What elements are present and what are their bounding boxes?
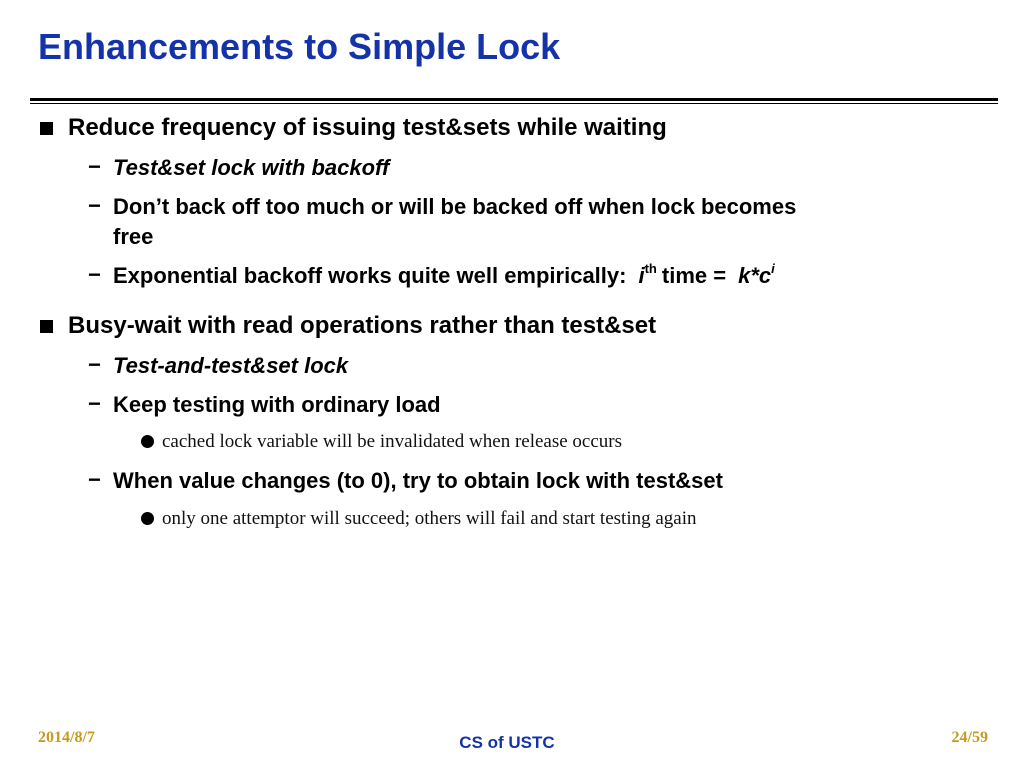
round-bullet-icon (141, 512, 154, 525)
dash-bullet-icon: − (88, 391, 101, 416)
bullet-2-sub-2-detail: cached lock variable will be invalidated when release occurs (162, 431, 623, 452)
bullet-1-sub-2-line-1: Don’t back off too much or will be backed off when lock becomes (113, 194, 797, 219)
bullet-2-text: Busy-wait with read operations rather than test&set (68, 312, 657, 339)
dash-bullet-icon: − (88, 467, 101, 492)
bullet-2-sub-2: Keep testing with ordinary load (113, 392, 441, 417)
formula-time: time = (661, 263, 727, 288)
bullet-1-sub-2-line-2: free (113, 224, 154, 249)
backoff-prefix: Exponential backoff works quite well empirically: (113, 263, 627, 288)
bullet-1-text: Reduce frequency of issuing test&sets while waiting (68, 114, 667, 141)
square-bullet-icon (40, 122, 53, 135)
footer-page-number: 24/59 (951, 729, 988, 746)
bullet-2-sub-3: When value changes (to 0), try to obtain lock with test&set (113, 468, 723, 493)
formula-exp: i (771, 261, 775, 276)
bullet-2-sub-3-detail: only one attemptor will succeed; others will fail and start testing again (162, 508, 697, 529)
slide-title: Enhancements to Simple Lock (38, 26, 561, 67)
round-bullet-icon (141, 435, 154, 448)
title-divider-thin (30, 103, 998, 104)
formula-k: k*c (738, 263, 772, 288)
bullet-2-sub-1: Test-and-test&set lock (113, 353, 349, 378)
dash-bullet-icon: − (88, 193, 101, 218)
bullet-1-sub-3 (113, 263, 775, 289)
formula-th: th (644, 261, 657, 276)
title-divider-thick (30, 98, 998, 101)
dash-bullet-icon: − (88, 262, 101, 287)
bullet-1-sub-1: Test&set lock with backoff (113, 155, 390, 180)
dash-bullet-icon: − (88, 352, 101, 377)
formula-i: i (638, 263, 645, 288)
dash-bullet-icon: − (88, 154, 101, 179)
square-bullet-icon (40, 320, 53, 333)
footer-center: CS of USTC (459, 733, 555, 752)
footer-date: 2014/8/7 (38, 729, 95, 746)
